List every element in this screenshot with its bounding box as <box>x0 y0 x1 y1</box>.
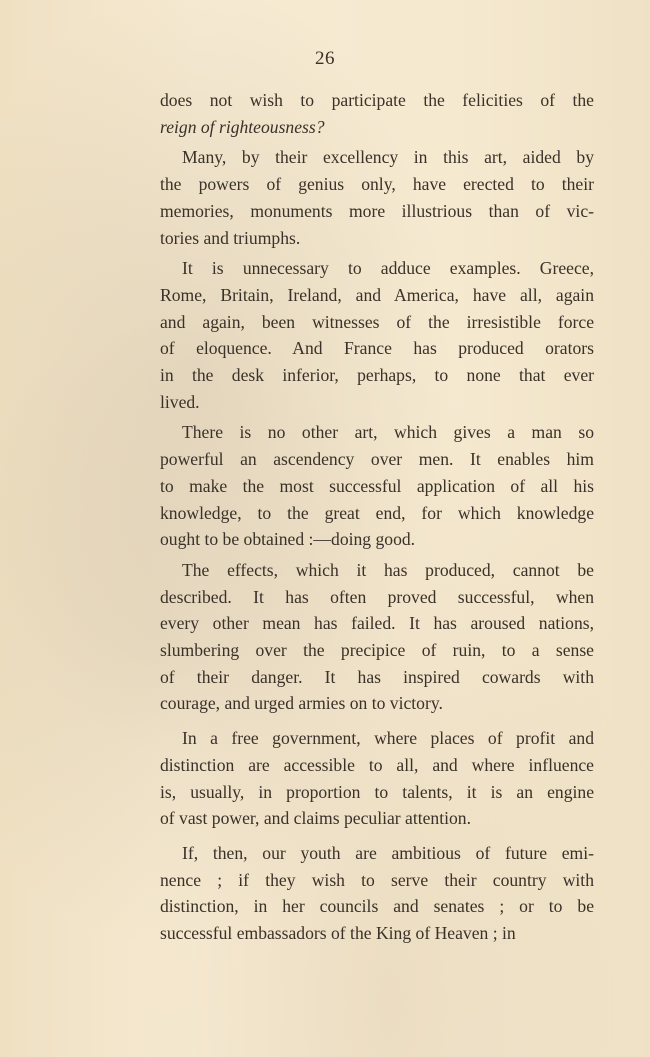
text-line <box>160 362 594 389</box>
text-segment: ought to be obtained :—doing good. <box>160 529 416 550</box>
text-line <box>160 526 594 553</box>
text-line <box>160 335 594 362</box>
text-segment: It is unnecessary to adduce examples. Greece, <box>182 258 594 279</box>
text-segment: Many, by their excellency in this art, aided by <box>182 147 594 168</box>
text-line <box>160 920 594 947</box>
text-line <box>160 779 594 806</box>
text-segment: lived. <box>160 391 200 412</box>
text-line <box>160 725 594 752</box>
text-segment: distinction, in her councils and senates ; or to be <box>160 896 594 917</box>
text-line <box>160 309 594 336</box>
text-line <box>160 840 594 867</box>
text-line <box>160 473 594 500</box>
page-number: 26 <box>315 48 335 69</box>
text-segment: There is no other art, which gives a man so <box>182 422 594 443</box>
text-line <box>160 144 594 171</box>
text-line <box>160 419 594 446</box>
text-segment: Rome, Britain, Ireland, and America, have all, again <box>160 284 594 305</box>
text-segment: If, then, our youth are ambitious of future emi- <box>182 842 594 863</box>
text-line <box>160 637 594 664</box>
text-segment: slumbering over the precipice of ruin, to a sense <box>160 640 594 661</box>
text-line <box>160 171 594 198</box>
text-segment: powerful an ascendency over men. It enables him <box>160 449 594 470</box>
body-text <box>160 87 594 947</box>
text-line <box>160 690 594 717</box>
paragraph <box>160 419 594 553</box>
text-segment: does not wish to participate the felicities of the <box>160 90 594 110</box>
text-segment: of eloquence. And France has produced orators <box>160 338 594 359</box>
text-line <box>160 664 594 691</box>
text-line <box>160 446 594 473</box>
text-segment: distinction are accessible to all, and where influence <box>160 754 594 775</box>
text-segment: knowledge, to the great end, for which knowledge <box>160 502 594 523</box>
paragraph <box>160 144 594 251</box>
text-segment: and again, been witnesses of the irresistible force <box>160 311 594 332</box>
paragraph <box>160 557 594 717</box>
text-line <box>160 389 594 416</box>
text-segment: successful embassadors of the King of Heaven ; in <box>160 923 516 944</box>
text-segment: in the desk inferior, perhaps, to none that ever <box>160 365 594 386</box>
text-line <box>160 752 594 779</box>
text-line <box>160 610 594 637</box>
paragraph <box>160 87 594 140</box>
text-segment: nence ; if they wish to serve their country with <box>160 869 594 890</box>
text-line <box>160 198 594 225</box>
paragraph <box>160 840 594 947</box>
italic-text: reign of righteousness? <box>160 116 325 137</box>
text-line <box>160 500 594 527</box>
text-segment: to make the most successful application of all his <box>160 475 594 496</box>
text-segment: every other mean has failed. It has aroused nations, <box>160 613 594 634</box>
text-line <box>160 114 594 141</box>
text-line <box>160 87 594 114</box>
text-segment: the powers of genius only, have erected to their <box>160 174 594 195</box>
text-line <box>160 867 594 894</box>
text-segment: courage, and urged armies on to victory. <box>160 693 443 714</box>
text-line <box>160 282 594 309</box>
text-segment: of vast power, and claims peculiar attention. <box>160 808 471 829</box>
text-line <box>160 225 594 252</box>
text-segment: In a free government, where places of profit and <box>182 728 594 749</box>
text-segment: The effects, which it has produced, cannot be <box>182 559 594 580</box>
paragraph <box>160 725 594 832</box>
paragraph <box>160 255 594 415</box>
text-segment: described. It has often proved successful, when <box>160 586 594 607</box>
text-line <box>160 893 594 920</box>
text-line <box>160 255 594 282</box>
text-segment: tories and triumphs. <box>160 227 301 248</box>
text-line <box>160 557 594 584</box>
text-line <box>160 805 594 832</box>
text-segment: of their danger. It has inspired cowards with <box>160 666 594 687</box>
text-segment: memories, monuments more illustrious than of vic- <box>160 200 594 221</box>
text-segment: is, usually, in proportion to talents, it is an engine <box>160 781 594 802</box>
text-line <box>160 584 594 611</box>
